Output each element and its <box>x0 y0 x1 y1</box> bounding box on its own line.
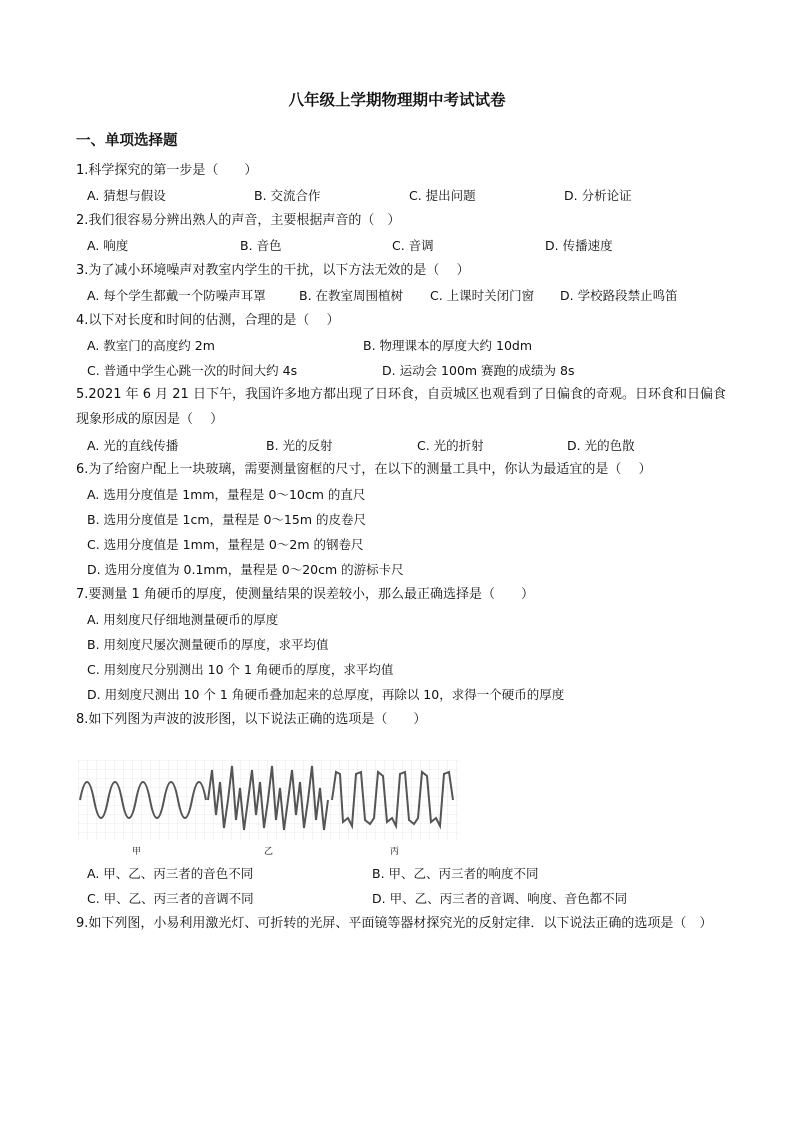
q4-option-a: A. 教室门的高度约 2m <box>87 338 215 353</box>
question-5: 5.2021 年 6 月 21 日下午，我国许多地方都出现了日环食，自贡城区也观看到了日偏食的奇观。日环食和日偏食现象形成的原因是（ ） <box>76 387 726 427</box>
q7-option-c: C. 用刻度尺分别测出 10 个 1 角硬币的厚度，求平均值 <box>87 662 394 677</box>
q5-option-d: D. 光的色散 <box>567 438 635 453</box>
q8-option-c: C. 甲、乙、丙三者的音调不同 <box>87 891 254 906</box>
q1-option-b: B. 交流合作 <box>254 188 321 203</box>
q5-option-a: A. 光的直线传播 <box>87 438 179 453</box>
question-6: 6.为了给窗户配上一块玻璃，需要测量窗框的尺寸，在以下的测量工具中，你认为最适宜的是（ ） <box>76 462 652 477</box>
q6-option-d: D. 选用分度值为 0.1mm，量程是 0～20cm 的游标卡尺 <box>87 562 404 577</box>
q2-option-c: C. 音调 <box>392 238 434 253</box>
caption-bing: 丙 <box>390 847 400 857</box>
q5-option-c: C. 光的折射 <box>417 438 484 453</box>
question-3: 3.为了减小环境噪声对教室内学生的干扰，以下方法无效的是（ ） <box>76 263 470 278</box>
q6-option-c: C. 选用分度值是 1mm，量程是 0～2m 的钢卷尺 <box>87 537 364 552</box>
question-1: 1.科学探究的第一步是（ ） <box>76 163 258 178</box>
q3-option-d: D. 学校路段禁止鸣笛 <box>560 288 678 303</box>
q6-option-a: A. 选用分度值是 1mm，量程是 0～10cm 的直尺 <box>87 487 366 502</box>
q2-option-b: B. 音色 <box>240 238 282 253</box>
question-7: 7.要测量 1 角硬币的厚度，使测量结果的误差较小，那么最正确选择是（ ） <box>76 587 534 602</box>
q2-option-a: A. 响度 <box>87 238 129 253</box>
section-heading: 一、单项选择题 <box>76 133 178 149</box>
q2-option-d: D. 传播速度 <box>545 238 613 253</box>
q6-option-b: B. 选用分度值是 1cm，量程是 0～15m 的皮卷尺 <box>87 512 366 527</box>
q3-option-b: B. 在教室周围植树 <box>299 288 404 303</box>
question-2: 2.我们很容易分辨出熟人的声音，主要根据声音的（ ） <box>76 213 401 228</box>
q4-option-d: D. 运动会 100m 赛跑的成绩为 8s <box>382 363 575 378</box>
q3-option-a: A. 每个学生都戴一个防噪声耳罩 <box>87 288 266 303</box>
q1-option-d: D. 分析论证 <box>564 188 632 203</box>
question-4: 4.以下对长度和时间的估测，合理的是（ ） <box>76 313 340 328</box>
q1-option-a: A. 猜想与假设 <box>87 188 166 203</box>
caption-yi: 乙 <box>264 847 274 857</box>
q5-option-b: B. 光的反射 <box>266 438 333 453</box>
q7-option-a: A. 用刻度尺仔细地测量硬币的厚度 <box>87 612 279 627</box>
q3-option-c: C. 上课时关闭门窗 <box>430 288 535 303</box>
question-8: 8.如下列图为声波的波形图，以下说法正确的选项是（ ） <box>76 712 427 727</box>
q4-option-b: B. 物理课本的厚度大约 10dm <box>363 338 533 353</box>
q7-option-b: B. 用刻度尺屡次测量硬币的厚度，求平均值 <box>87 637 329 652</box>
q1-option-c: C. 提出问题 <box>409 188 476 203</box>
page-title: 八年级上学期物理期中考试试卷 <box>288 91 506 109</box>
q4-option-c: C. 普通中学生心跳一次的时间大约 4s <box>87 363 298 378</box>
q7-option-d: D. 用刻度尺测出 10 个 1 角硬币叠加起来的总厚度，再除以 10，求得一个硬币的厚度 <box>87 687 565 702</box>
question-9: 9.如下列图，小易利用激光灯、可折转的光屏、平面镜等器材探究光的反射定律．以下说法正确的选项是（ ） <box>76 916 713 931</box>
caption-jia: 甲 <box>132 847 142 857</box>
q8-option-b: B. 甲、乙、丙三者的响度不同 <box>372 866 539 881</box>
q8-option-a: A. 甲、乙、丙三者的音色不同 <box>87 866 254 881</box>
q8-option-d: D. 甲、乙、丙三者的音调、响度、音色都不同 <box>372 891 628 906</box>
